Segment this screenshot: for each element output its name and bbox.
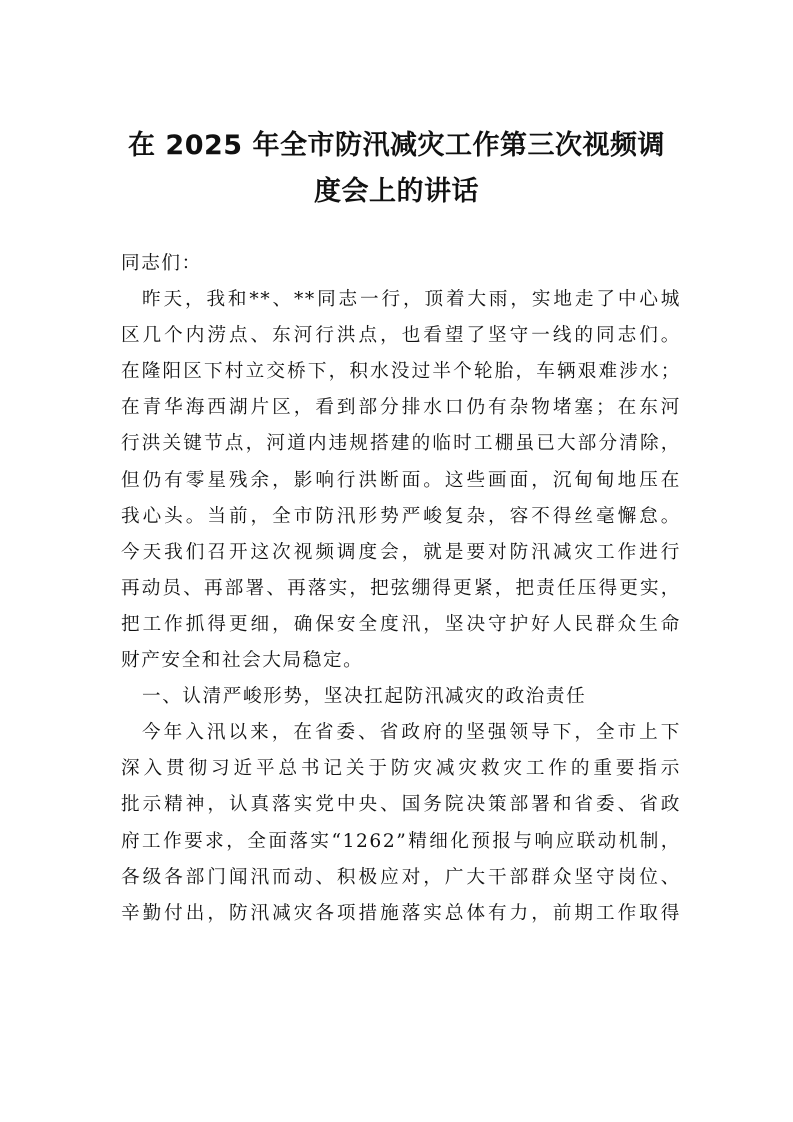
paragraph-line: 批示精神，认真落实党中央、国务院决策部署和省委、省政 [121, 794, 681, 816]
paragraph-2 [121, 715, 681, 932]
title-line: 在 2025 年全市防汛减灾工作第三次视频调 [128, 130, 665, 161]
paragraph-line: 辛勤付出，防汛减灾各项措施落实总体有力，前期工作取得 [121, 902, 681, 924]
section-heading: 一、认清严峻形势，坚决扛起防汛减灾的政治责任 [142, 686, 587, 708]
paragraph-line: 今天我们召开这次视频调度会，就是要对防汛减灾工作进行 [121, 541, 681, 563]
paragraph-line: 财产安全和社会大局稳定。 [121, 650, 364, 672]
salutation: 同志们： [121, 253, 202, 274]
paragraph-line: 在隆阳区下村立交桥下，积水没过半个轮胎，车辆艰难涉水； [121, 361, 681, 383]
paragraph-line: 再动员、再部署、再落实，把弦绷得更紧，把责任压得更实， [121, 577, 681, 599]
paragraph-line: 昨天，我和**、**同志一行，顶着大雨，实地走了中心城 [142, 289, 681, 311]
paragraph-line: 今年入汛以来，在省委、省政府的坚强领导下，全市上下 [142, 722, 681, 744]
paragraph-line: 在青华海西湖片区，看到部分排水口仍有杂物堵塞；在东河 [121, 397, 681, 419]
document-body [121, 246, 681, 932]
paragraph-line: 府工作要求，全面落实“1262”精细化预报与响应联动机制， [121, 830, 681, 852]
document-title [100, 123, 693, 215]
paragraph-line: 深入贯彻习近平总书记关于防灾减灾救灾工作的重要指示 [121, 758, 681, 780]
paragraph-line: 把工作抓得更细，确保安全度汛，坚决守护好人民群众生命 [121, 613, 681, 635]
paragraph-line: 行洪关键节点，河道内违规搭建的临时工棚虽已大部分清除， [121, 433, 681, 455]
title-line: 度会上的讲话 [314, 176, 479, 207]
paragraph-line: 我心头。当前，全市防汛形势严峻复杂，容不得丝毫懈怠。 [121, 505, 681, 527]
paragraph-line: 区几个内涝点、东河行洪点，也看望了坚守一线的同志们。 [121, 325, 681, 347]
paragraph-line: 各级各部门闻汛而动、积极应对，广大干部群众坚守岗位、 [121, 866, 681, 888]
paragraph-1 [121, 282, 681, 679]
paragraph-line: 但仍有零星残余，影响行洪断面。这些画面，沉甸甸地压在 [121, 469, 681, 491]
